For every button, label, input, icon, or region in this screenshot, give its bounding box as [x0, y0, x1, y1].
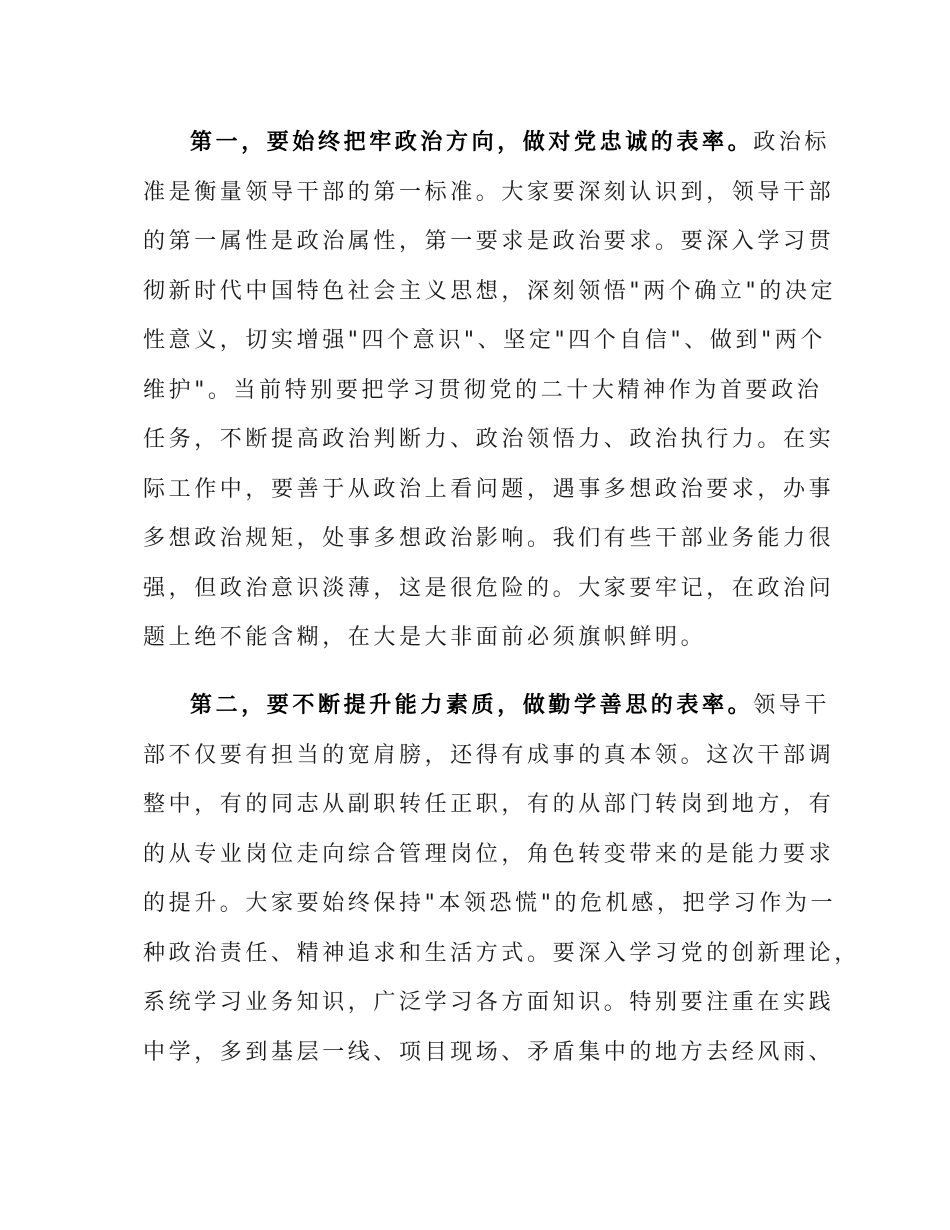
paragraph-1-line-9: 多想政治规矩，处事多想政治影响。我们有些干部业务能力很	[143, 526, 835, 551]
paragraph-1-line-5: 性意义，切实增强"四个意识"、坚定"四个自信"、做到"两个	[143, 328, 826, 353]
paragraph-2-line-1-text: 领导干	[753, 693, 831, 718]
paragraph-1-line-1-text: 政治标	[753, 130, 831, 155]
paragraph-2-line-2: 部不仅要有担当的宽肩膀，还得有成事的真本领。这次干部调	[143, 743, 835, 768]
paragraph-2-line-6: 种政治责任、精神追求和生活方式。要深入学习党的创新理论，	[143, 941, 860, 966]
paragraph-1-line-6: 维护"。当前特别要把学习贯彻党的二十大精神作为首要政治	[143, 378, 823, 403]
paragraph-2-line-8: 中学，多到基层一线、项目现场、矛盾集中的地方去经风雨、	[143, 1040, 835, 1065]
paragraph-1-heading: 第一，要始终把牢政治方向，做对党忠诚的表率。	[190, 130, 754, 155]
paragraph-2-line-4: 的从专业岗位走向综合管理岗位，角色转变带来的是能力要求	[143, 842, 835, 867]
paragraph-1-line-11: 题上绝不能含糊，在大是大非面前必须旗帜鲜明。	[143, 625, 707, 650]
paragraph-2-line-3: 整中，有的同志从副职转任正职，有的从部门转岗到地方，有	[143, 792, 835, 817]
paragraph-2-line-7: 系统学习业务知识，广泛学习各方面知识。特别要注重在实践	[143, 990, 835, 1015]
paragraph-1-line-4: 彻新时代中国特色社会主义思想，深刻领悟"两个确立"的决定	[143, 279, 837, 304]
paragraph-1-line-8: 际工作中，要善于从政治上看问题，遇事多想政治要求，办事	[143, 477, 835, 502]
paragraph-1-line-2: 准是衡量领导干部的第一标准。大家要深刻认识到，领导干部	[143, 180, 835, 205]
paragraph-1-line-7: 任务，不断提高政治判断力、政治领悟力、政治执行力。在实	[143, 427, 835, 452]
paragraph-1-first-line	[190, 125, 830, 161]
paragraph-1-line-3: 的第一属性是政治属性，第一要求是政治要求。要深入学习贯	[143, 229, 835, 254]
paragraph-2-heading: 第二，要不断提升能力素质，做勤学善思的表率。	[190, 693, 754, 718]
paragraph-1-line-10: 强，但政治意识淡薄，这是很危险的。大家要牢记，在政治问	[143, 576, 835, 601]
paragraph-2-line-5: 的提升。大家要始终保持"本领恐慌"的危机感，把学习作为一	[143, 891, 837, 916]
paragraph-2-first-line	[190, 688, 830, 724]
